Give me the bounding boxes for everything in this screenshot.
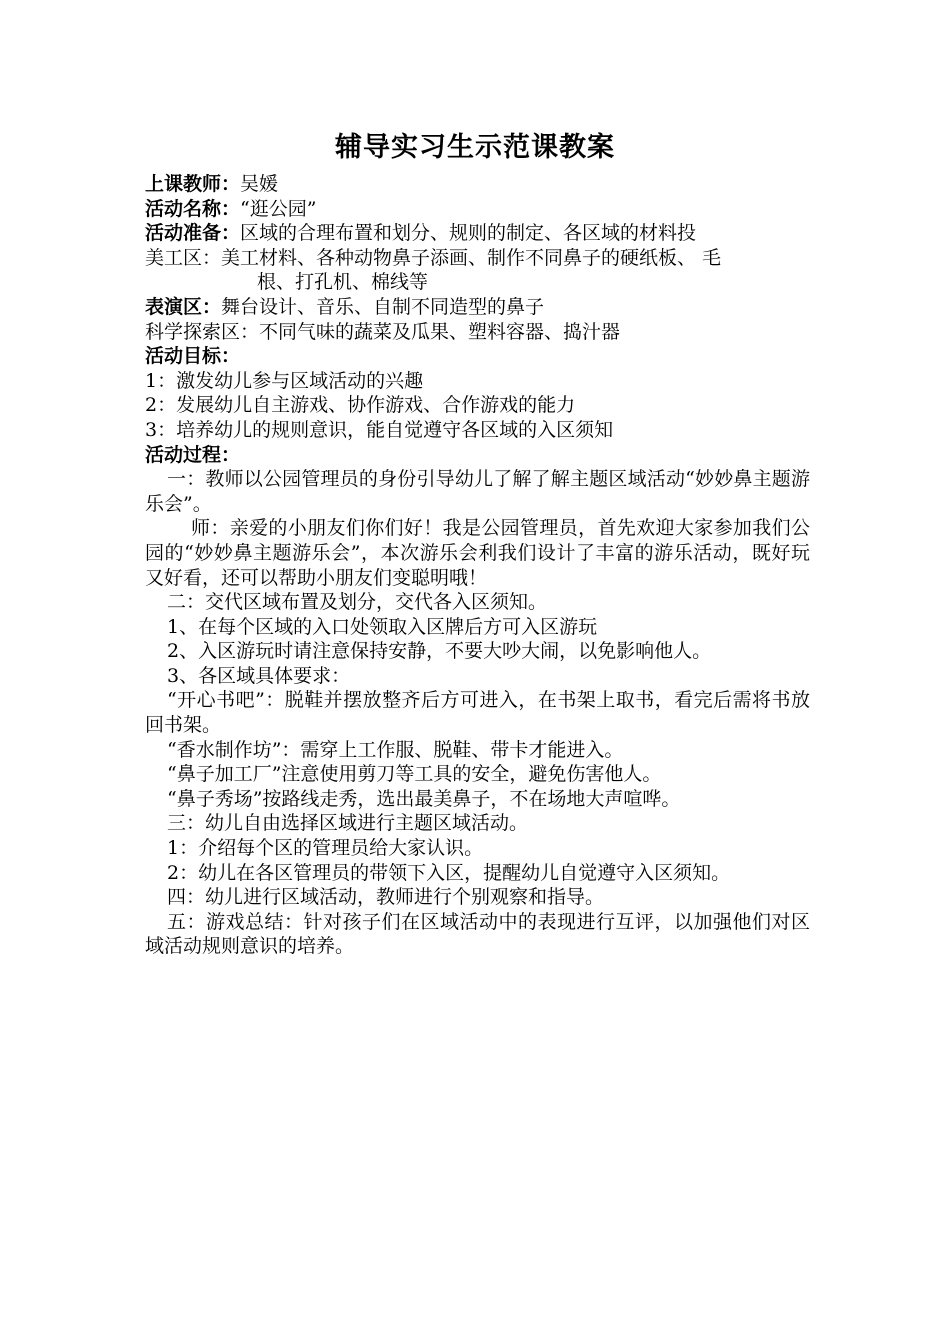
performance-area-label: 表演区： <box>145 295 222 318</box>
document-body <box>145 172 810 959</box>
activity-name-value: “逛公园” <box>240 197 317 220</box>
goal-item: 3：培养幼儿的规则意识，能自觉遵守各区域的入区须知 <box>145 418 614 441</box>
goals-heading: 活动目标： <box>145 345 241 368</box>
teacher-line <box>145 172 810 197</box>
entry-rule-1: 1、在每个区域的入口处领取入区牌后方可入区游玩 <box>167 615 598 638</box>
document-title: 辅导实习生示范课教案 <box>335 132 615 163</box>
goal-item: 1：激发幼儿参与区域活动的兴趣 <box>145 369 424 392</box>
entry-rule-3: 3、各区域具体要求： <box>167 664 351 687</box>
art-area-line-2: 根、打孔机、棉线等 <box>257 271 429 294</box>
process-step-5: 五：游戏总结：针对孩子们在区域活动中的表现进行互评，以加强他们对区域活动规则意识的培养。 <box>145 910 810 958</box>
teacher-value: 吴媛 <box>240 173 279 195</box>
science-area-line: 科学探索区：不同气味的蔬菜及瓜果、塑料容器、捣汁器 <box>145 320 621 343</box>
nose-show-rule: “鼻子秀场”按路线走秀，选出最美鼻子，不在场地大声喧哗。 <box>167 787 681 810</box>
art-area-line-1: 美工区：美工材料、各种动物鼻子添画、制作不同鼻子的硬纸板、 毛 <box>145 246 722 269</box>
process-step-3: 三：幼儿自由选择区域进行主题区域活动。 <box>167 812 529 835</box>
preparation-label: 活动准备： <box>145 222 241 245</box>
teacher-label: 上课教师： <box>145 173 241 195</box>
activity-name-line <box>145 197 810 222</box>
process-step-4: 四：幼儿进行区域活动，教师进行个别观察和指导。 <box>167 886 605 909</box>
teacher-speech: 师：亲爱的小朋友们你们好！我是公园管理员，首先欢迎大家参加我们公园的“妙妙鼻主题游乐会”，本次游乐会利我们设计了丰富的游乐活动，既好玩又好看，还可以帮助小朋友们变聪明哦！ <box>145 517 810 589</box>
nose-factory-rule: “鼻子加工厂”注意使用剪刀等工具的安全，避免伤害他人。 <box>167 763 662 786</box>
entry-rule-2: 2、入区游玩时请注意保持安静，不要大吵大闹，以免影响他人。 <box>167 640 712 663</box>
process-step-2: 二：交代区域布置及划分，交代各入区须知。 <box>167 591 548 614</box>
perfume-workshop-rule: “香水制作坊”：需穿上工作服、脱鞋、带卡才能进入。 <box>167 738 624 761</box>
performance-area-line <box>145 295 810 320</box>
book-bar-rule: “开心书吧”：脱鞋并摆放整齐后方可进入，在书架上取书，看完后需将书放回书架。 <box>145 689 810 737</box>
performance-area-value: 舞台设计、音乐、自制不同造型的鼻子 <box>221 295 545 318</box>
goal-item: 2：发展幼儿自主游戏、协作游戏、合作游戏的能力 <box>145 394 576 417</box>
preparation-line <box>145 221 810 246</box>
process-step-3-item-2: 2：幼儿在各区管理员的带领下入区，提醒幼儿自觉遵守入区须知。 <box>167 861 731 884</box>
process-step-3-item-1: 1：介绍每个区的管理员给大家认识。 <box>167 837 484 860</box>
preparation-value: 区域的合理布置和划分、规则的制定、各区域的材料投 <box>240 222 697 245</box>
process-heading: 活动过程： <box>145 443 241 466</box>
activity-name-label: 活动名称： <box>145 197 241 220</box>
process-step-1: 一：教师以公园管理员的身份引导幼儿了解了解主题区域活动“妙妙鼻主题游乐会”。 <box>145 468 810 515</box>
